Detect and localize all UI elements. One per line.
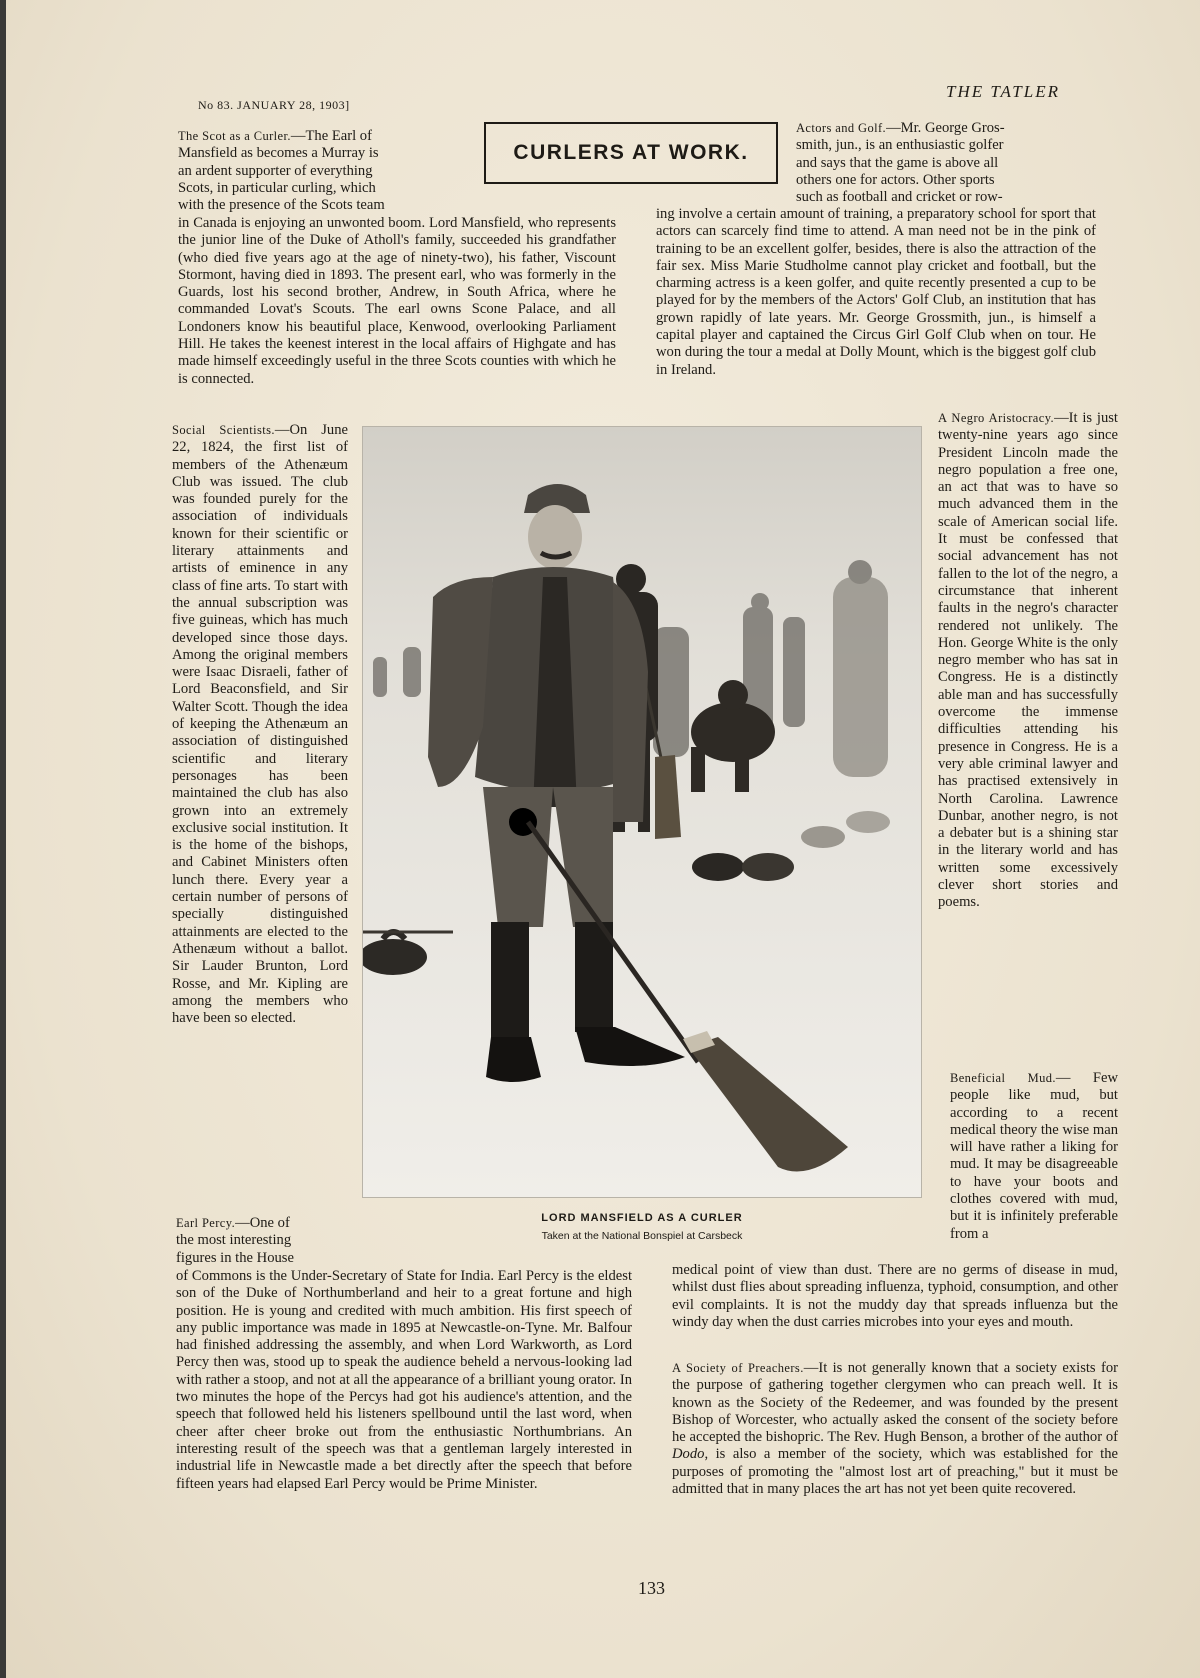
scot-line-2: Mansfield as becomes a Murray is: [178, 145, 379, 162]
article-title-box: [484, 122, 778, 184]
actors-line-5: such as football and cricket or row-: [796, 189, 1003, 206]
curler-illustration: [363, 427, 922, 1198]
negro-body: —It is just twenty-nine years ago since President Lincoln made the negro population a free one, an act that was to have so much advanced them in the scale of American social life. It must be confessed that social advancement has not fallen to the lot of the negro, a circumstance that inherent faults in the negro's character rendered not unlikely. The Hon. George White is the only negro member who has sat in Congress. He is a distinctly able man and has successfully overcome the immense difficulties attending his presence in Congress. He is a very able criminal lawyer and has practised extensively in North Carolina. Lawrence Dunbar, another negro, is not a debater but is a shining star in the literary world and has written some excessively clever short stories and poems.: [938, 410, 1118, 911]
percy-intro: [176, 1215, 356, 1267]
social-heading: Social Scientists.: [172, 423, 275, 437]
scot-heading: The Scot as a Curler.: [178, 129, 291, 143]
actors-line-2: smith, jun., is an enthusiastic golfer: [796, 137, 1004, 154]
percy-heading: Earl Percy.: [176, 1216, 236, 1230]
magazine-page: [6, 0, 1200, 1678]
page-number: 133: [638, 1578, 665, 1598]
article-title: CURLERS AT WORK.: [513, 141, 749, 164]
actors-line-1: Actors and Golf.—Mr. George Gros-: [796, 120, 1005, 136]
scot-line-5: with the presence of the Scots team: [178, 197, 385, 214]
actors-body: ing involve a certain amount of training, a preparatory school for sport that actors can scarcely find time to attend. A man need not be in the pink of training to be an excellent golfer, besides, there is also the attraction of the fair sex. Miss Marie Studholme cannot play cricket and football, but the charming actress is a keen golfer, and quite recently presented a cup to be played for by the members of the Actors' Golf Club, an institution that has grown rapidly of late years. Mr. George Grossmith, jun., is himself a capital player and captained the Circus Girl Golf Club when on tour. He won during the tour a medal at Dolly Mount, which is the biggest golf club in Ireland.: [656, 206, 1096, 378]
negro-heading: A Negro Aristocracy.: [938, 411, 1055, 425]
percy-body: of Commons is the Under-Secretary of State for India. Earl Percy is the eldest son of the Duke of Northumberland and heir to a great fortune and high position. He is young and credited with much ambition. His first speech of any public importance was made in 1895 at Newcastle-on-Tyne. Mr. Balfour had finished addressing the assembly, and when Lord Warkworth, as Lord Percy then was, stood up to speak the audience beheld a nervous-looking lad with rather a stoop, and not at all the appearance of a brilliant young orator. In two minutes the hope of the Percys had got his audience's attention, and the speech that followed held his listeners spellbound until the last word, when cheer after cheer broke out from the enthusiastic Northumbrians. An interesting result of the speech was that a gentleman largely interested in industrial life in Newcastle made a bet directly after the speech that before fifteen years had elapsed Earl Percy would be Prime Minister.: [176, 1268, 632, 1492]
scot-intro: [178, 128, 460, 214]
actors-heading: Actors and Golf.: [796, 121, 887, 135]
percy-line-3: figures in the House: [176, 1249, 294, 1266]
curler-photo: [362, 426, 922, 1198]
photo-caption-block: [362, 1212, 922, 1242]
actors-line-3: and says that the game is above all: [796, 154, 999, 171]
scot-line-1: The Scot as a Curler.—The Earl of: [178, 128, 372, 144]
actors-intro: [796, 120, 1096, 206]
mud-continuation: medical point of view than dust. There are no germs of disease in mud, whilst dust flies about spreading influenza, typhoid, consumption, and other evil complaints. It is not the muddy day that spreads influenza but the windy day when the dust carries microbes into your eyes and mouth.: [672, 1262, 1118, 1330]
issue-header: No 83. JANUARY 28, 1903]: [198, 98, 350, 112]
mud-body: — Few people like mud, but according to a recent medical theory the wise man will have rather a liking for mud. It may be disagreeable to have your boots and clothes covered with mud, but it is infinitely preferable from a: [950, 1070, 1118, 1242]
social-article: [172, 422, 348, 1027]
mud-heading: Beneficial Mud.: [950, 1071, 1056, 1085]
preachers-heading: A Society of Preachers.: [672, 1361, 804, 1375]
negro-article: [938, 410, 1118, 912]
percy-line-1: Earl Percy.—One of: [176, 1215, 290, 1231]
scot-line-3: an ardent supporter of everything: [178, 162, 373, 179]
scot-body: in Canada is enjoying an unwonted boom. Lord Mansfield, who represents the junior line of the Duke of Atholl's family, succeeded his grandfather (who died five years ago at the age of ninety-two), his father, Viscount Stormont, having died in 1893. The present earl, who was formerly in the Guards, lost his second brother, Andrew, in South Africa, where he commanded Lovat's Scouts. The earl owns Scone Palace, and all Londoners know his beautiful place, Kenwood, overlooking Parliament Hill. He takes the keenest interest in the local affairs of Highgate and has made himself exceedingly useful in the three Scots counties with which he is connected.: [178, 215, 616, 387]
preachers-article: A Society of Preachers.—It is not generally known that a society exists for the purpose of gathering together clergymen who can preach well. It is known as the Society of the Redeemer, and was founded by the present Bishop of Worcester, who actually asked the consent of the society before he accepted the bishopric. The Rev. Hugh Benson, a brother of the author of Dodo, is also a member of the society, which was established for the purposes of promoting the "almost lost art of preaching," but it must be admitted that in many places the art has not yet been quite recovered.: [672, 1360, 1119, 1498]
photo-caption: LORD MANSFIELD AS A CURLER: [541, 1212, 743, 1224]
book-title: Dodo: [672, 1446, 705, 1463]
scot-line-4: Scots, in particular curling, which: [178, 179, 376, 196]
actors-line-4: others one for actors. Other sports: [796, 171, 995, 188]
percy-line-2: the most interesting: [176, 1232, 292, 1249]
social-body: —On June 22, 1824, the first list of members of the Athenæum Club was issued. The club was founded purely for the association of individuals known for their scientific or literary attainments and artists of eminence in any class of fine arts. To start with the annual subscription was five guineas, which has much developed since those days. Among the original members were Isaac Disraeli, father of Lord Beaconsfield, and Sir Walter Scott. Though the idea of keeping the Athenæum an association of distinguished scientific and literary personages has been maintained the club has also grown into an extremely exclusive social institution. It is the home of the bishops, and Cabinet Ministers often lunch there. Every year a certain number of persons of specially distinguished attainments are elected to the Athenæum without a ballot. Sir Lauder Brunton, Lord Rosse, and Mr. Kipling are among the members who have been so elected.: [172, 422, 348, 1027]
mud-article: [950, 1070, 1118, 1243]
magazine-title: THE TATLER: [946, 82, 1060, 101]
photo-credit: Taken at the National Bonspiel at Carsbeck: [541, 1230, 743, 1242]
